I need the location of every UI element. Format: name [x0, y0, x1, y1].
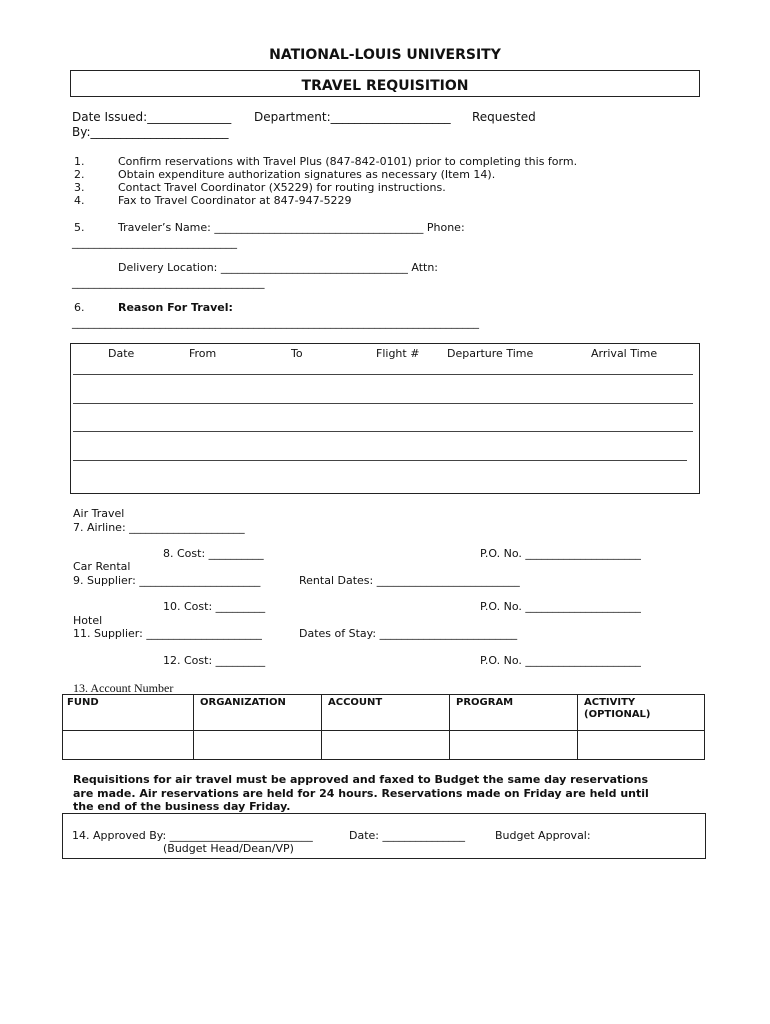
account-number-heading: 13. Account Number	[73, 681, 174, 695]
requested-label: Requested	[472, 110, 536, 124]
form-title-box	[70, 70, 700, 97]
traveler-name-field[interactable]: Traveler’s Name: ______________________________________ Phone:	[118, 221, 465, 234]
activity-input-cell[interactable]	[578, 732, 704, 758]
organization-input-cell[interactable]	[194, 732, 320, 758]
hotel-cost-field[interactable]: 12. Cost: _________	[163, 654, 266, 667]
stay-dates-field[interactable]: Dates of Stay: _________________________	[299, 627, 518, 640]
account-header-divider	[63, 730, 704, 731]
instruction-text: Obtain expenditure authorization signatures as necessary (Item 14).	[118, 168, 496, 181]
date-issued-field[interactable]: Date Issued:______________	[72, 110, 232, 124]
hotel-supplier-field[interactable]: 11. Supplier: _____________________	[73, 627, 262, 640]
itinerary-col-date: Date	[108, 347, 135, 360]
reason-item-number: 6.	[74, 301, 85, 314]
car-rental-heading: Car Rental	[73, 560, 131, 573]
air-travel-heading: Air Travel	[73, 507, 125, 520]
account-col-program: PROGRAM	[456, 697, 514, 708]
account-input-cell[interactable]	[322, 732, 448, 758]
instruction-number: 3.	[74, 181, 85, 194]
itinerary-col-flight: Flight #	[376, 347, 420, 360]
traveler-phone-field[interactable]: ______________________________	[72, 236, 237, 249]
itinerary-row-line[interactable]	[73, 431, 693, 432]
requested-by-field[interactable]: By:_______________________	[72, 125, 229, 139]
instruction-text: Confirm reservations with Travel Plus (847-842-0101) prior to completing this form.	[118, 155, 578, 168]
hotel-po-field[interactable]: P.O. No. _____________________	[480, 654, 641, 667]
itinerary-col-to: To	[291, 347, 303, 360]
itinerary-col-departure: Departure Time	[447, 347, 534, 360]
attn-field[interactable]: ___________________________________	[72, 276, 265, 289]
fund-input-cell[interactable]	[64, 732, 192, 758]
itinerary-row-line[interactable]	[73, 460, 687, 461]
approval-box	[62, 813, 706, 859]
itinerary-col-from: From	[189, 347, 217, 360]
car-supplier-field[interactable]: 9. Supplier: ______________________	[73, 574, 261, 587]
delivery-location-field[interactable]: Delivery Location: __________________________________ Attn:	[118, 261, 439, 274]
reason-label: Reason For Travel:	[118, 301, 233, 314]
traveler-item-number: 5.	[74, 221, 85, 234]
notice-line: the end of the business day Friday.	[73, 800, 291, 813]
airline-field[interactable]: 7. Airline: _____________________	[73, 521, 245, 534]
reason-input-line[interactable]: __________________________________________________________________________	[72, 316, 479, 329]
approver-title-caption: (Budget Head/Dean/VP)	[163, 842, 294, 855]
form-title: TRAVEL REQUISITION	[301, 78, 469, 94]
hotel-heading: Hotel	[73, 614, 103, 627]
budget-approval-label[interactable]: Budget Approval:	[495, 829, 591, 842]
account-col-activity: ACTIVITY (OPTIONAL)	[584, 697, 651, 720]
department-field[interactable]: Department:____________________	[254, 110, 451, 124]
rental-dates-field[interactable]: Rental Dates: __________________________	[299, 574, 520, 587]
instruction-number: 4.	[74, 194, 85, 207]
instruction-text: Fax to Travel Coordinator at 847-947-5229	[118, 194, 352, 207]
air-po-field[interactable]: P.O. No. _____________________	[480, 547, 641, 560]
itinerary-table	[70, 343, 700, 494]
account-col-organization: ORGANIZATION	[200, 697, 286, 708]
approval-date-field[interactable]: Date: _______________	[349, 829, 465, 842]
itinerary-row-line[interactable]	[73, 403, 693, 404]
car-cost-field[interactable]: 10. Cost: _________	[163, 600, 266, 613]
account-col-fund: FUND	[67, 697, 99, 708]
car-po-field[interactable]: P.O. No. _____________________	[480, 600, 641, 613]
university-name: NATIONAL-LOUIS UNIVERSITY	[269, 47, 501, 63]
account-col-account: ACCOUNT	[328, 697, 383, 708]
program-input-cell[interactable]	[450, 732, 576, 758]
air-cost-field[interactable]: 8. Cost: __________	[163, 547, 264, 560]
instruction-text: Contact Travel Coordinator (X5229) for routing instructions.	[118, 181, 446, 194]
itinerary-row-line[interactable]	[73, 374, 693, 375]
notice-line: Requisitions for air travel must be approved and faxed to Budget the same day reservations	[73, 773, 648, 786]
approved-by-field[interactable]: 14. Approved By: __________________________	[72, 829, 313, 842]
notice-line: are made. Air reservations are held for 24 hours. Reservations made on Friday are held until	[73, 787, 649, 800]
itinerary-col-arrival: Arrival Time	[591, 347, 658, 360]
instruction-number: 1.	[74, 155, 85, 168]
instruction-number: 2.	[74, 168, 85, 181]
account-table	[62, 694, 705, 760]
